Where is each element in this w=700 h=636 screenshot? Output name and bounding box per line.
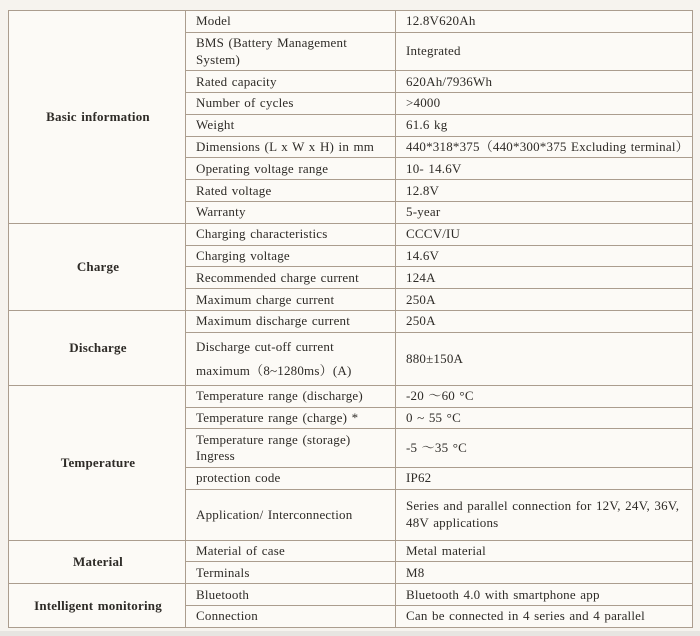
value-cell: IP62	[396, 467, 693, 489]
value-cell: >4000	[396, 93, 693, 115]
value-cell: -5 ～35 °C	[396, 429, 693, 467]
value-cell: 250A	[396, 311, 693, 333]
param-line: Discharge cut-off current	[196, 338, 334, 354]
category-cell: Material	[9, 540, 186, 584]
table-row	[9, 385, 693, 407]
param-cell: BMS (Battery Management System)	[186, 32, 396, 70]
table-row	[9, 223, 693, 245]
param-cell: Material of case	[186, 540, 396, 562]
value-cell: 440*318*375（440*300*375 Excluding terminal）	[396, 136, 693, 158]
value-cell: 5-year	[396, 202, 693, 224]
table-row	[9, 540, 693, 562]
param-cell: Connection	[186, 606, 396, 628]
value-cell: 620Ah/7936Wh	[396, 71, 693, 93]
param-cell: Application/ Interconnection	[186, 489, 396, 540]
value-cell: Integrated	[396, 32, 693, 70]
param-cell: Temperature range (discharge)	[186, 385, 396, 407]
value-cell: 12.8V	[396, 180, 693, 202]
value-cell: Series and parallel connection for 12V, 24V, 36V, 48V applications	[396, 489, 693, 540]
param-cell: Maximum discharge current	[186, 311, 396, 333]
value-cell: 880±150A	[396, 332, 693, 385]
category-cell: Charge	[9, 223, 186, 310]
param-cell: Number of cycles	[186, 93, 396, 115]
value-cell: CCCV/IU	[396, 223, 693, 245]
table-row	[9, 584, 693, 606]
value-cell: 0 ~ 55 °C	[396, 407, 693, 429]
param-cell: Temperature range (storage) Ingress	[186, 429, 396, 467]
param-cell: Rated capacity	[186, 71, 396, 93]
value-cell: Bluetooth 4.0 with smartphone app	[396, 584, 693, 606]
param-cell: Temperature range (charge) *	[186, 407, 396, 429]
param-cell: protection code	[186, 467, 396, 489]
param-cell: Bluetooth	[186, 584, 396, 606]
param-cell: Charging voltage	[186, 245, 396, 267]
table-row	[9, 11, 693, 33]
category-cell: Basic information	[9, 11, 186, 224]
table-row	[9, 311, 693, 333]
bottom-strip	[0, 631, 700, 636]
param-line: maximum（8~1280ms）(A)	[196, 362, 352, 378]
value-cell: 250A	[396, 289, 693, 311]
spec-table	[8, 10, 693, 628]
value-cell: 124A	[396, 267, 693, 289]
value-cell: Metal material	[396, 540, 693, 562]
value-cell: 61.6 kg	[396, 114, 693, 136]
value-cell: M8	[396, 562, 693, 584]
param-cell: Dimensions (L x W x H) in mm	[186, 136, 396, 158]
param-cell: Weight	[186, 114, 396, 136]
value-cell: -20 ～60 °C	[396, 385, 693, 407]
value-cell: 10- 14.6V	[396, 158, 693, 180]
value-cell: Can be connected in 4 series and 4 parallel	[396, 606, 693, 628]
param-cell: Terminals	[186, 562, 396, 584]
param-cell: Recommended charge current	[186, 267, 396, 289]
value-cell: 14.6V	[396, 245, 693, 267]
param-cell: Model	[186, 11, 396, 33]
category-cell: Intelligent monitoring	[9, 584, 186, 628]
category-cell: Temperature	[9, 385, 186, 540]
spec-table-body	[9, 11, 693, 628]
category-cell: Discharge	[9, 311, 186, 386]
param-cell: Maximum charge current	[186, 289, 396, 311]
param-cell: Warranty	[186, 202, 396, 224]
value-cell: 12.8V620Ah	[396, 11, 693, 33]
param-cell: Rated voltage	[186, 180, 396, 202]
param-cell: Operating voltage range	[186, 158, 396, 180]
param-cell	[186, 332, 396, 385]
battery-spec-table	[8, 10, 692, 628]
param-cell: Charging characteristics	[186, 223, 396, 245]
